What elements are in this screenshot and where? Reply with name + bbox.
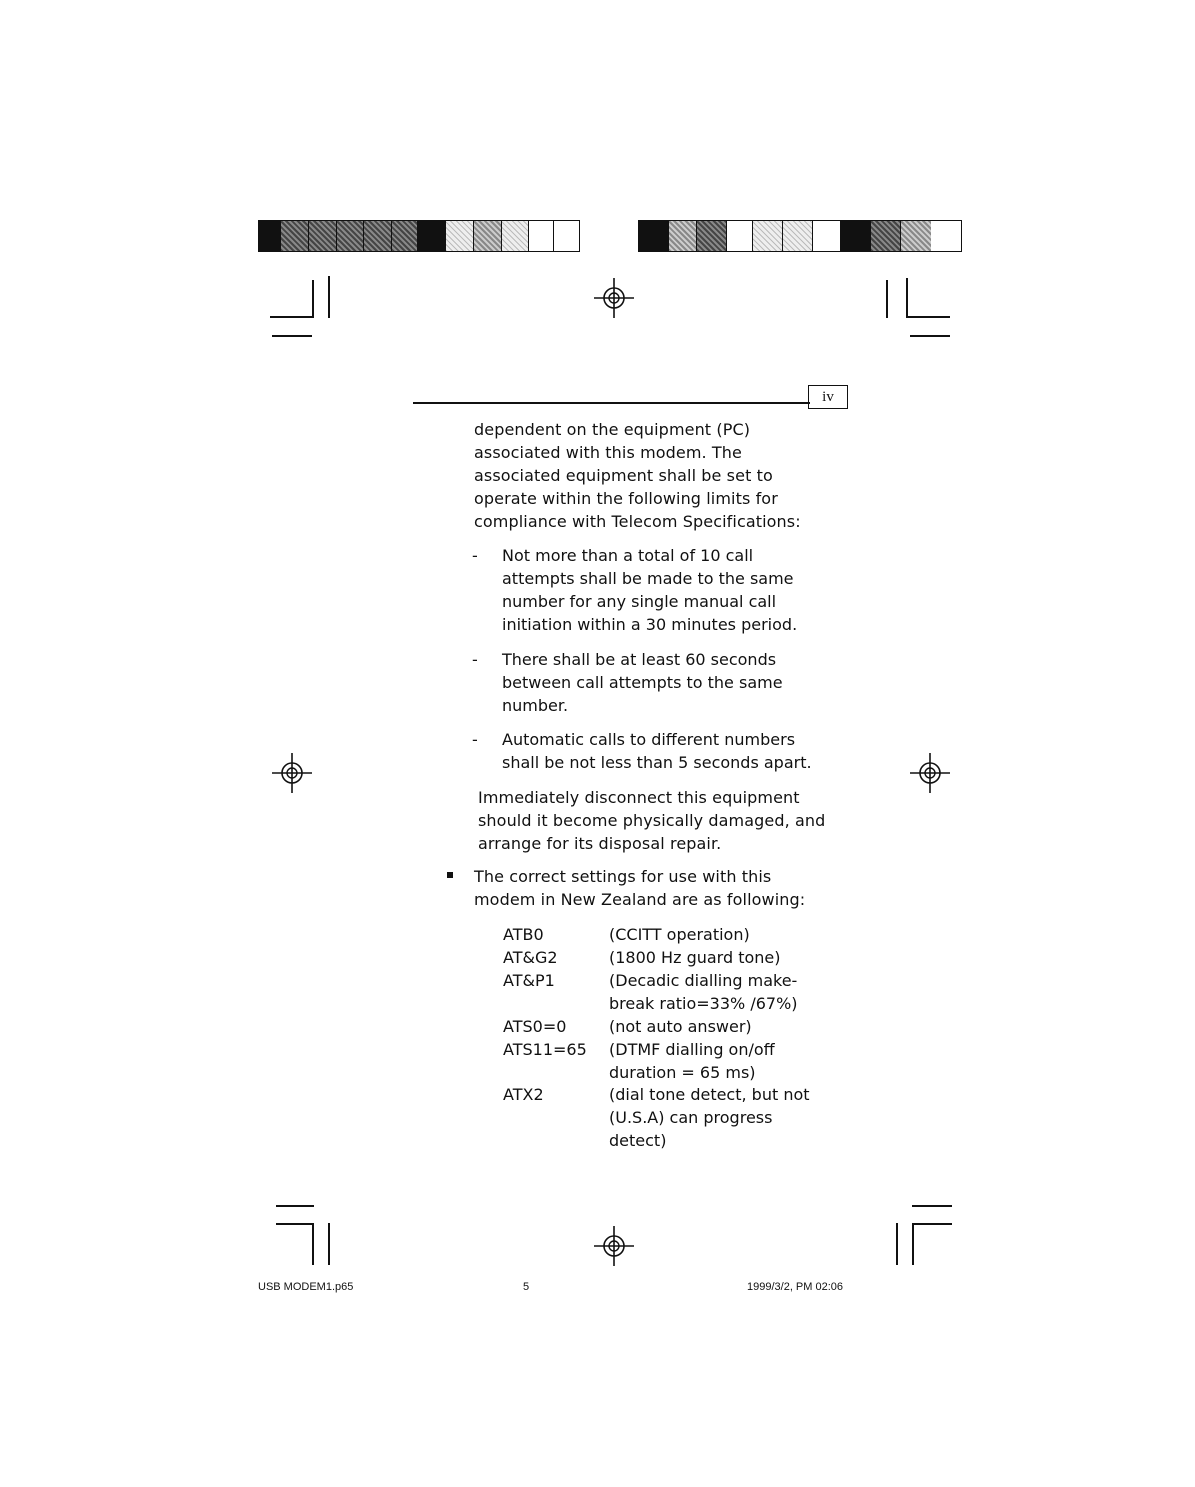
text-line: should it become physically damaged, and [478,811,826,830]
text-line: arrange for its disposal repair. [478,834,722,853]
at-command: ATX2 [503,1085,544,1104]
text-line: associated equipment shall be set to [474,466,773,485]
at-description: (dial tone detect, but not (U.S.A) can progress detect) [609,1085,810,1150]
text-line: associated with this modem. The [474,443,742,462]
footer-timestamp: 1999/3/2, PM 02:06 [747,1281,844,1293]
limit-text: Automatic calls to different numbers shall be not less than 5 seconds apart. [502,730,812,772]
text-line: The correct settings for use with this [474,867,772,886]
color-bar-right [638,220,962,252]
at-command: ATB0 [503,925,544,944]
text-line: Immediately disconnect this equipment [478,788,800,807]
registration-mark-icon [908,751,952,795]
at-description: (1800 Hz guard tone) [609,948,781,967]
dash-marker: - [472,546,478,565]
disconnect-paragraph [478,786,878,855]
at-command: ATS0=0 [503,1017,567,1036]
page-marker [808,385,848,409]
square-bullet-icon [447,872,453,878]
text-line: operate within the following limits for [474,489,778,508]
dash-marker: - [472,650,478,669]
text-line: dependent on the equipment (PC) [474,420,751,439]
limit-text: Not more than a total of 10 call attempts shall be made to the same number for any single manual call initiation within a 30 minutes period. [502,546,798,634]
dash-marker: - [472,730,478,749]
text-line: compliance with Telecom Specifications: [474,512,801,531]
settings-intro [474,865,874,911]
intro-paragraph [474,418,874,533]
at-description: (DTMF dialling on/off duration = 65 ms) [609,1040,775,1082]
at-description: (CCITT operation) [609,925,750,944]
footer-page-number: 5 [523,1281,530,1293]
at-description: (not auto answer) [609,1017,752,1036]
at-command: ATS11=65 [503,1040,587,1059]
registration-mark-icon [270,751,314,795]
header-rule [413,402,810,404]
at-command: AT&P1 [503,971,555,990]
at-description: (Decadic dialling make- break ratio=33% /67%) [609,971,798,1013]
text-line: modem in New Zealand are as following: [474,890,806,909]
registration-mark-icon [592,1224,636,1268]
page-marker-text: iv [822,388,834,405]
limit-text: There shall be at least 60 seconds between call attempts to the same number. [502,650,783,715]
footer-filename: USB MODEM1.p65 [258,1281,354,1293]
at-command: AT&G2 [503,948,558,967]
registration-mark-icon [592,276,636,320]
color-bar-left [258,220,580,252]
